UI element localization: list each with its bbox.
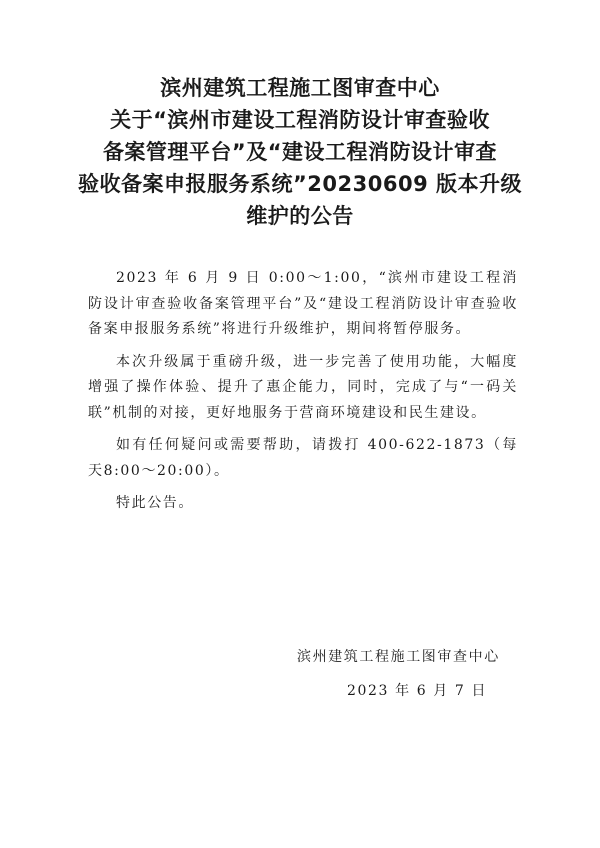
- title-line-3: 备案管理平台”及“建设工程消防设计审查: [102, 140, 498, 164]
- title-line-5: 维护的公告: [246, 204, 354, 228]
- title-line-4: 验收备案申报服务系统”20230609 版本升级: [77, 172, 522, 196]
- title-line-organization: 滨州建筑工程施工图审查中心: [160, 76, 440, 100]
- signature-date: 2023 年 6 月 7 日: [347, 683, 488, 699]
- paragraph-upgrade-details: 本次升级属于重磅升级，进一步完善了使用功能，大幅度增强了操作体验、提升了惠企能力，同时，完成了与“一码关联”机制的对接，更好地服务于营商环境建设和民生建设。: [88, 353, 518, 421]
- paragraph-closing: 特此公告。: [116, 495, 194, 511]
- notice-title: [60, 72, 540, 232]
- paragraph-maintenance-time: 2023 年 6 月 9 日 0:00～1:00，“滨州市建设工程消防设计审查验收备案管理平台”及“建设工程消防设计审查验收备案申报服务系统”将进行升级维护，期间将暂停服务。: [88, 270, 518, 337]
- notice-body: [88, 266, 518, 524]
- signature-organization: 滨州建筑工程施工图审查中心: [297, 649, 500, 665]
- title-line-2: 关于“滨州市建设工程消防设计审查验收: [110, 108, 490, 132]
- paragraph-contact-info: 如有任何疑问或需要帮助，请拨打 400-622-1873（每天8:00～20:00）。: [88, 437, 518, 479]
